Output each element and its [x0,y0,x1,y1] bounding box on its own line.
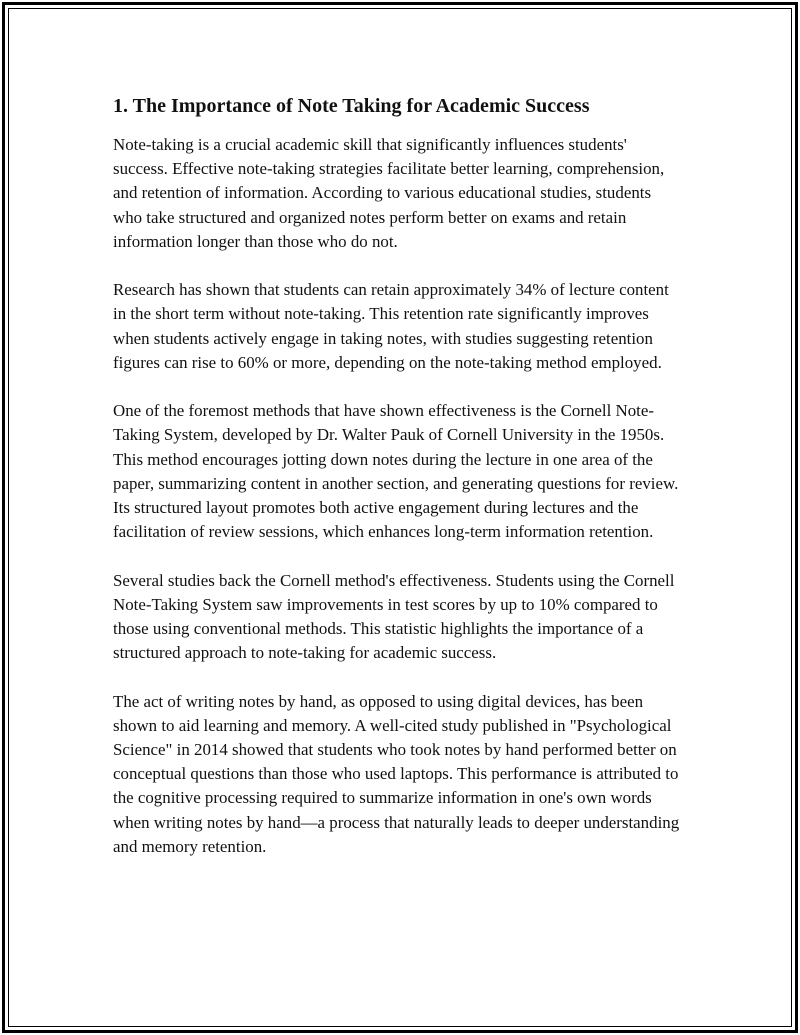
paragraph-cornell-system: One of the foremost methods that have shown effectiveness is the Cornell Note-Taking System, developed by Dr. Walter Pauk of Cornell University in the 1950s. This method encourages jotting down notes during the lecture in one area of the paper, summarizing content in another section, and generating questions for review. Its structured layout promotes both active engagement during lectures and the facilitation of review sessions, which enhances long-term information retention. [113,401,679,542]
section-title: 1. The Importance of Note Taking for Academic Success [113,95,590,117]
document-content [113,92,688,883]
paragraph-note-taking-intro: Note-taking is a crucial academic skill that significantly influences students' success. Effective note-taking strategies facilitate better learning, comprehension, and retention of information. According to various educational studies, students who take structured and organized notes perform better on exams and retain information longer than those who do not. [113,135,665,251]
paragraph-retention-research: Research has shown that students can retain approximately 34% of lecture content in the short term without note-taking. This retention rate significantly improves when students actively engage in taking notes, with studies suggesting retention figures can rise to 60% or more, depending on the note-taking method employed. [113,280,669,372]
paragraph-cornell-effectiveness: Several studies back the Cornell method's effectiveness. Students using the Cornell Note-Taking System saw improvements in test scores by up to 10% compared to those using conventional methods. This statistic highlights the importance of a structured approach to note-taking for academic success. [113,570,675,663]
paragraph-handwriting-study: The act of writing notes by hand, as opposed to using digital devices, has been shown to aid learning and memory. A well-cited study published in "Psychological Science" in 2014 showed that students who took notes by hand performed better on conceptual questions than those who used laptops. This performance is attributed to the cognitive processing required to summarize information in one's own words when writing notes by hand—a process that naturally leads to deeper understanding and memory retention. [113,691,680,856]
